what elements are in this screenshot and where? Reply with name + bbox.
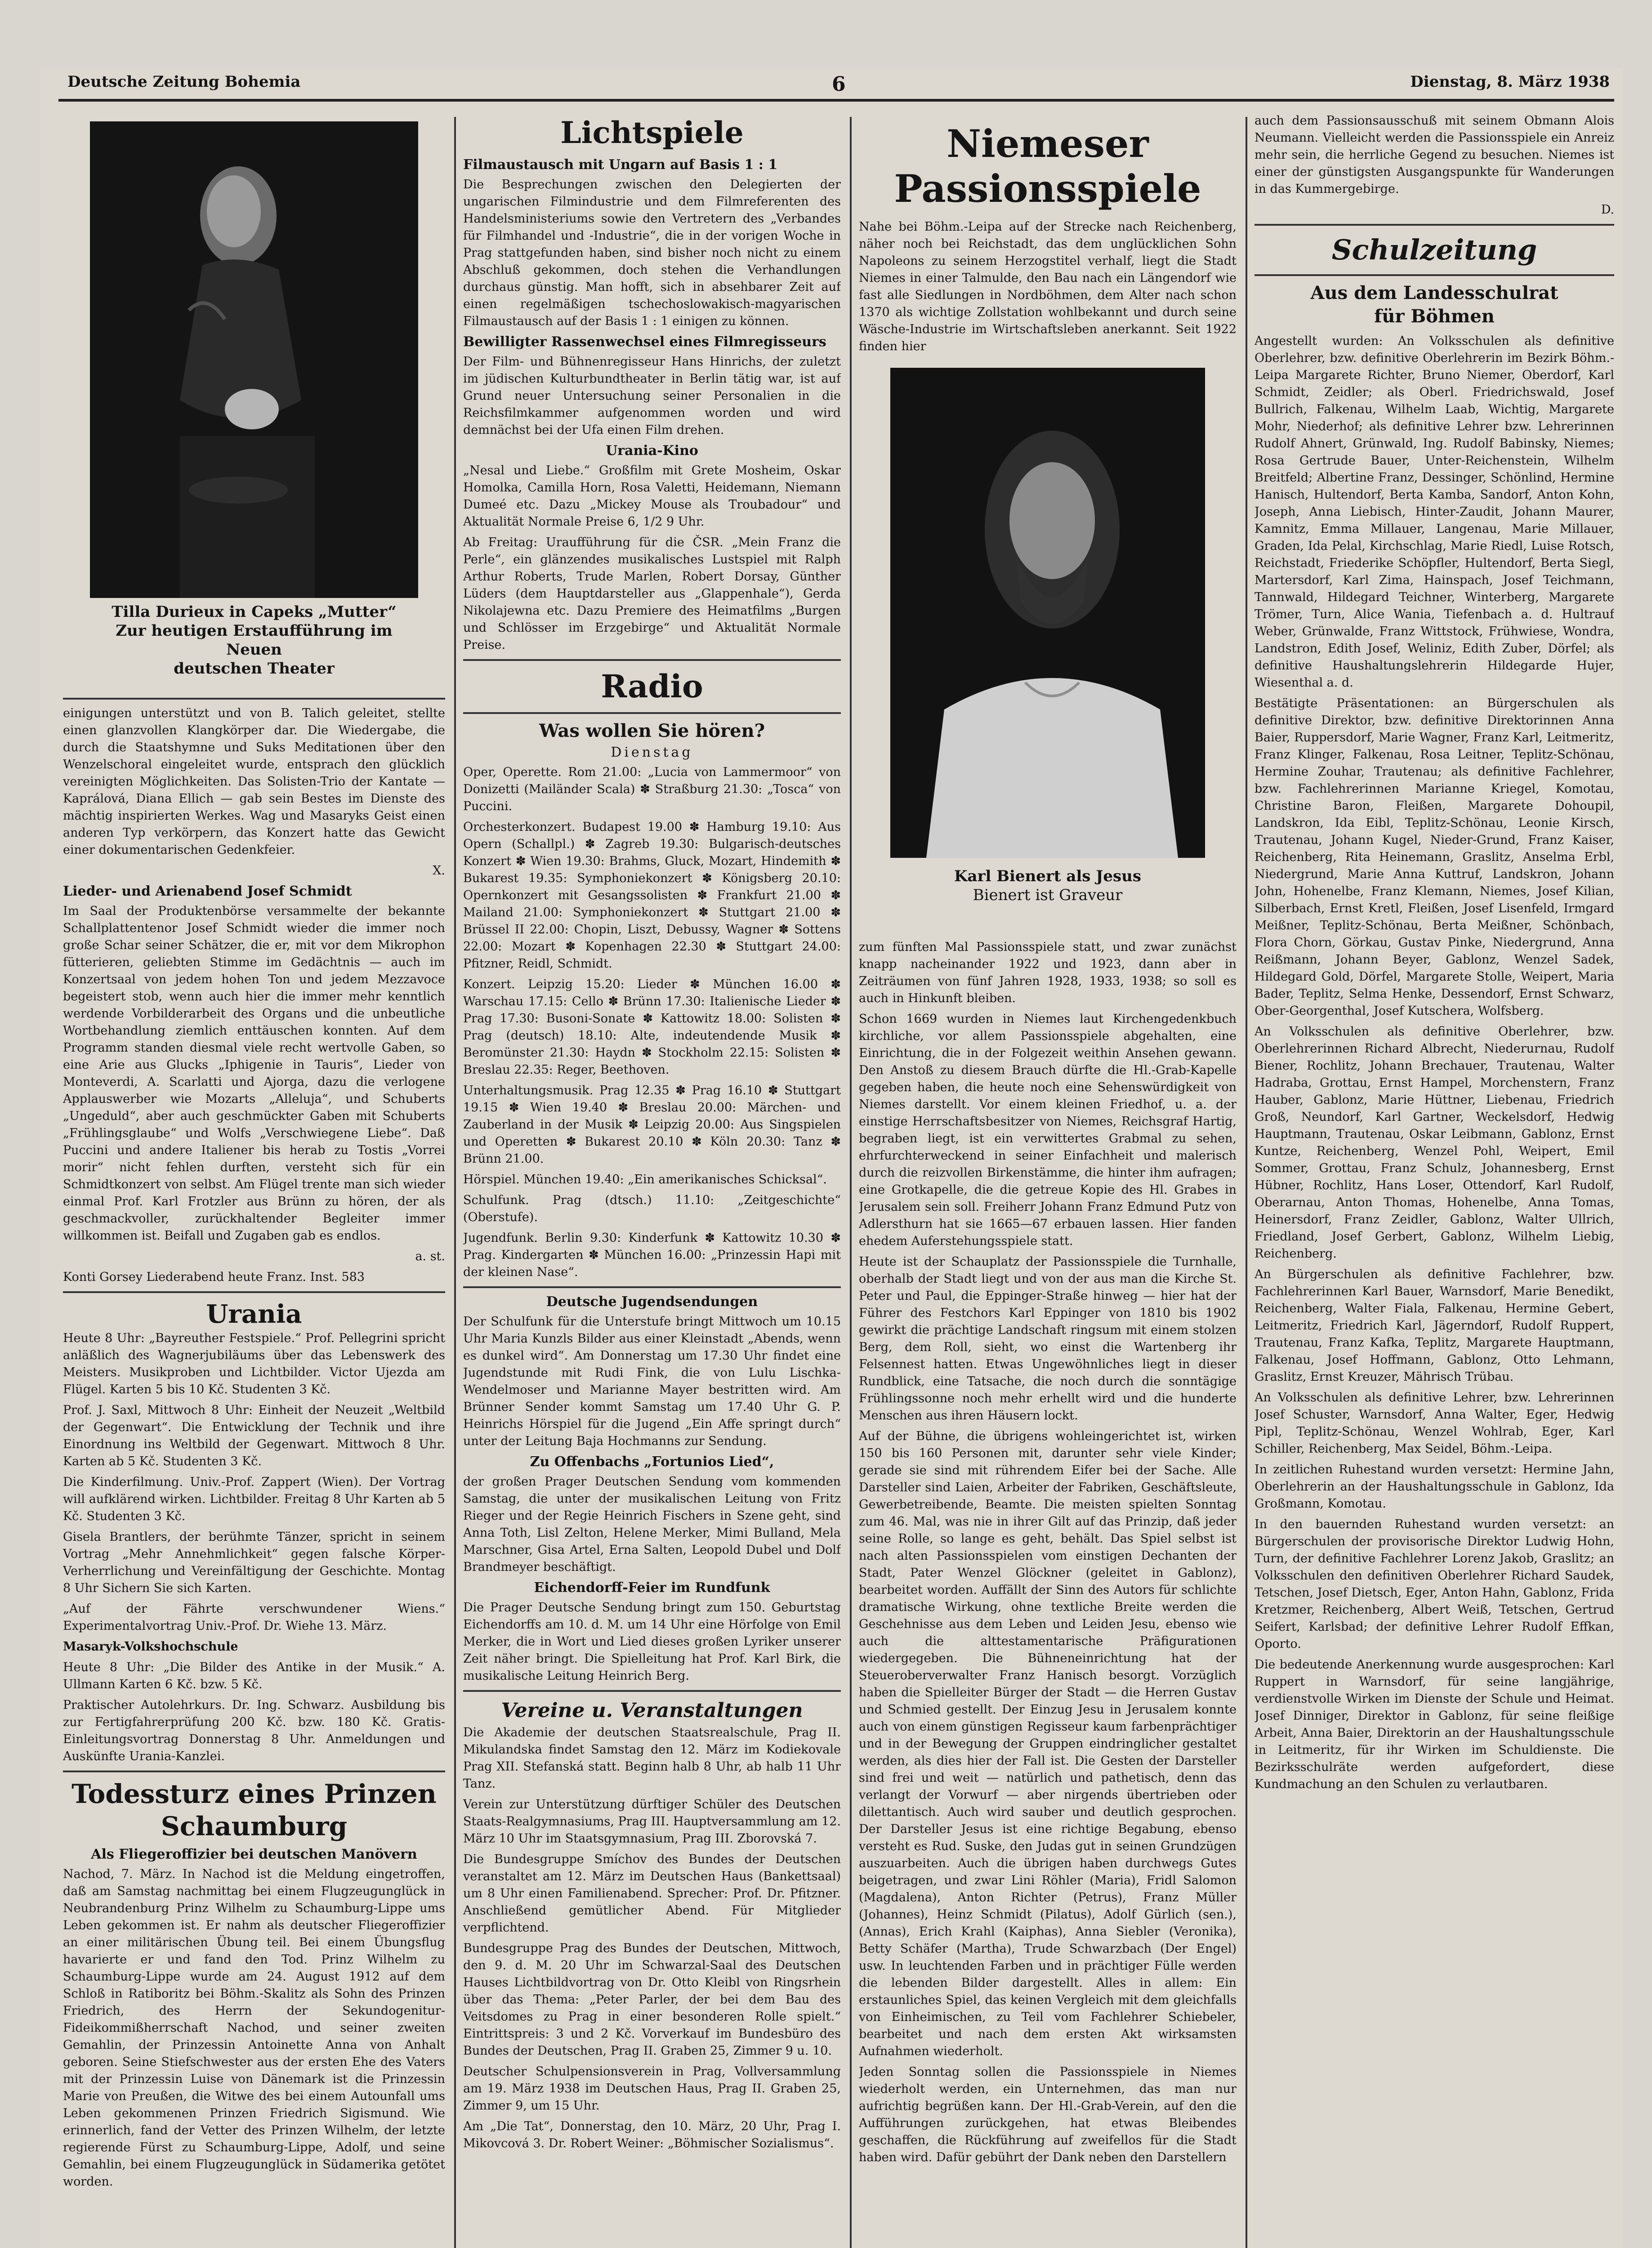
column-2 bbox=[463, 112, 841, 2248]
section-divider bbox=[63, 1771, 445, 1772]
radio-listing: Jugendfunk. Berlin 9.30: Kinderfunk ✽ Kattowitz 10.30 ✽ Prag. Kindergarten ✽ München 16.00: „Prinzessin Hapi mit der kleinen Nase“. bbox=[463, 1231, 841, 1279]
club-item: Bundesgruppe Prag des Bundes der Deutschen, Mittwoch, den 9. d. M. 20 Uhr im Schwarzal-Saal des Deutschen Hauses Lichtbildvortrag von Dr. Otto Kleibl von Ringsrhein über das Thema: „Peter Parler, der bei dem Bau des Veitsdomes zu Prag in einer besonderen Rolle spielt.“ Eintrittspreis: 3 und 2 Kč. Vorverkauf im Bundesbüro des Bundes der Deutschen, Prag II. Graben 25, Zimmer 9 u. 10. bbox=[463, 1941, 841, 2058]
urania-heading: Urania bbox=[206, 1299, 302, 1329]
section-divider bbox=[463, 712, 841, 714]
school-subtitle: Aus dem Landesschulrat bbox=[1310, 282, 1558, 303]
column-3 bbox=[859, 112, 1237, 2248]
author-sign: D. bbox=[1601, 203, 1614, 217]
headline: Niemeser bbox=[947, 121, 1149, 166]
school-notice: Bestätigte Präsentationen: an Bürgerschulen als definitive Direktor, bzw. definitive Direktorinnen Anna Baier, Ruppersdorf, Marie Wagner, Franz Karl, Leitmeritz, Franz Klinger, Falkenau, Rosa Leitner, Teplitz-Schönau, Hermine Zouhar, Trautenau; als definitive Fachlehrer, bzw. Fachlehrerinnen Marianne Kriegel, Komotau, Christine Baron, Fleißen, Margarete Dohoupil, Landskron, Ida Eibl, Teplitz-Schönau, Leonie Kirsch, Trautenau, Johann Kugel, Nieder-Grund, Franz Kaiser, Reichenberg, Rita Heinemann, Graslitz, Anselma Erbl, Niedergrund, Marie Anna Kuttruf, Landskron, Johann John, Hohenelbe, Franz Klemann, Niemes, Josef Kilian, Silberbach, Ernst Kretl, Fleißen, Josef Lisenfeld, Irmgard Meißner, Teplitz-Schönau, Berta Meißner, Schönbach, Flora Chorn, Görkau, Gustav Pinke, Niedergrund, Anna Reißmann, Johann Beyer, Gablonz, Wenzel Sadek, Hildegard Gold, Dörfel, Margarete Stolle, Weipert, Maria Bader, Teplitz, Selma Henke, Dessendorf, Ernst Schwarz, Ober-Georgenthal, Josef Kutschera, Wolfsberg. bbox=[1255, 696, 1614, 1018]
school-subtitle: für Böhmen bbox=[1374, 306, 1495, 327]
photo-block-bienert bbox=[859, 359, 1237, 939]
article-text: auch dem Passionsausschuß mit seinem Obmann Alois Neumann. Vielleicht werden die Passionsspiele ein Anreiz mehr sein, die herrliche Gegend zu besuchen. Niemes ist einer der günstigsten Ausgangspunkte für Wanderungen in das Kummergebirge. bbox=[1255, 114, 1614, 196]
section-divider bbox=[1255, 274, 1614, 276]
school-notice: An Bürgerschulen als definitive Fachlehrer, bzw. Fachlehrerinnen Karl Bauer, Warnsdorf, Marie Benedikt, Reichenberg, Walter Fiala, Falkenau, Hermine Gebert, Leitmeritz, Friedrich Karl, Jägerndorf, Rudolf Ruppert, Trautenau, Franz Kafka, Teplitz, Margarete Hauptmann, Falkenau, Josef Hoffmann, Gablonz, Otto Lehmann, Graslitz, Ernst Kreuzer, Mährisch Trübau. bbox=[1255, 1267, 1614, 1384]
article-text: einigungen unterstützt und von B. Talich geleitet, stellte einen glanzvollen Klangkörper dar. Die Wiedergabe, die durch die Staatshymne und Suks Meditationen über den Wenzelschoral eingeleitet wurde, entsprach den glücklich vereinigten Möglichkeiten. Das Solisten-Trio der Kantate — Kaprálová, Diana Ellich — gab sein Bestes im Dienste des mächtig inspirierten Werkes. Wag und Masaryks Geist einen anderen Typ verkörpern, das Konzert hatte das Gewicht einer dokumentarischen Gedenkfeier. bbox=[63, 706, 445, 857]
section-divider bbox=[1255, 224, 1614, 226]
radio-listing: Unterhaltungsmusik. Prag 12.35 ✽ Prag 16.10 ✽ Stuttgart 19.15 ✽ Wien 19.40 ✽ Breslau 20.00: Märchen- und Zauberland in der Musik ✽ Leipzig 20.00: Aus Singspielen und Operetten ✽ Bukarest 20.10 ✽ Köln 20.30: Tanz ✽ Brünn 21.00. bbox=[463, 1084, 841, 1166]
school-notice: Die bedeutende Anerkennung wurde ausgesprochen: Karl Ruppert in Warnsdorf, für seine langjährige, verdienstvolle Wirken im Dienste der Schule und Heimat. Josef Dinniger, Direktor in Gablonz, für seine fleißige Arbeit, Anna Baier, Direktorin an der Haushaltungsschule in Leitmeritz, für ihr Wirken im Schuldienste. Die Bezirksschulräte werden aufgefordert, diese Kundmachung an den Schulen zu verlautbaren. bbox=[1255, 1658, 1614, 1791]
photo-caption bbox=[890, 867, 1205, 905]
school-notice: In den bauernden Ruhestand wurden versetzt: an Bürgerschulen der provisorische Direktor Ludwig Hohn, Turn, der definitive Fachlehrer Lorenz Jakob, Graslitz; an Volksschulen den definitiven Oberlehrer Richard Saudek, Tetschen, Josef Dietsch, Eger, Anton Hahn, Gablonz, Frida Kretzmer, Reichenberg, Albert Weiß, Tetschen, Gertrud Seifert, Karlsbad; der definitive Lehrer Rudolf Effkan, Oporto. bbox=[1255, 1517, 1614, 1651]
club-item: Deutscher Schulpensionsverein in Prag, Vollversammlung am 19. März 1938 im Deutschen Haus, Prag II. Graben 25, Zimmer 9, um 15 Uhr. bbox=[463, 2065, 841, 2113]
article-text: Die Besprechungen zwischen den Delegierten der ungarischen Filmindustrie und dem Filmreferenten des Handelsministeriums sowie den Vertretern des „Verbandes für Filmhandel und -Industrie“, die in der vorigen Woche in Prag stattgefunden haben, sind bisher noch nicht zu einem Abschluß gekommen, doch stehen die Verhandlungen durchaus günstig. Man hofft, sich in absehbarer Zeit auf einen regelmäßigen tschechoslowakisch-magyarischen Filmaustausch auf der Basis 1 : 1 einigen zu können. bbox=[463, 178, 841, 328]
article-heading: Lieder- und Arienabend Josef Schmidt bbox=[63, 883, 352, 899]
caption-line: deutschen Theater bbox=[174, 660, 335, 678]
radio-listing: Oper, Operette. Rom 21.00: „Lucia von Lammermoor“ von Donizetti (Mailänder Scala) ✽ Straßburg 21.30: „Tosca“ von Puccini. bbox=[463, 765, 841, 813]
article-heading: Deutsche Jugendsendungen bbox=[546, 1294, 758, 1310]
film-section-title: Lichtspiele bbox=[560, 115, 744, 150]
club-item: Die Bundesgruppe Smíchov des Bundes der Deutschen veranstaltet am 12. März im Deutschen Haus (Bankettsaal) um 8 Uhr einen Familienabend. Sprecher: Prof. Dr. Pfitzner. Anschließend gemütlicher Abend. Für Mitglieder verpflichtend. bbox=[463, 1852, 841, 1935]
article-heading: Zu Offenbachs „Fortunios Lied“, bbox=[530, 1454, 774, 1470]
column-1 bbox=[63, 112, 445, 2248]
cinema-heading: Urania-Kino bbox=[606, 443, 698, 459]
section-divider bbox=[463, 1286, 841, 1288]
radio-listing: Orchesterkonzert. Budapest 19.00 ✽ Hamburg 19.10: Aus Opern (Schallpl.) ✽ Zagreb 19.30: Bulgarisch-deutsches Konzert ✽ Wien 19.30: Brahms, Gluck, Mozart, Hindemith ✽ Bukarest 19.35: Symphoniekonzert ✽ Königsberg 20.10: Opernkonzert mit Gesangssolisten ✽ Frankfurt 21.00 ✽ Mailand 21.00: Symphoniekonzert ✽ Stuttgart 21.00 ✽ Brüssel II 22.00: Chopin, Liszt, Debussy, Wagner ✽ Sottens 22.00: Mozart ✽ Kopenhagen 22.30 ✽ Stuttgart 24.00: Pfitzner, Reidl, Schmidt. bbox=[463, 820, 841, 971]
urania-item: Heute 8 Uhr: „Bayreuther Festspiele.“ Prof. Pellegrini spricht anläßlich des Wagnerjubiläums über das Lebenswerk des Meisters. Musikproben und Lichtbilder. Victor Ujezda am Flügel. Karten 5 bis 10 Kč. Studenten 3 Kč. bbox=[63, 1331, 445, 1396]
newspaper-page bbox=[40, 67, 1623, 2248]
author-sign: a. st. bbox=[415, 1249, 445, 1263]
page-header bbox=[40, 67, 1623, 103]
column-divider bbox=[1246, 117, 1247, 2248]
section-divider bbox=[463, 659, 841, 661]
photo-block-durieux bbox=[63, 112, 445, 692]
caption-line: Karl Bienert als Jesus bbox=[954, 867, 1141, 885]
column-4 bbox=[1255, 112, 1614, 2248]
caption-line: Zur heutigen Erstaufführung im Neuen bbox=[116, 622, 393, 659]
article-text: zum fünften Mal Passionsspiele statt, und zwar zunächst knapp nacheinander 1922 und 1923, dann aber in Zeiträumen von fünf Jahren 1928, 1933, 1938; so soll es auch in Hinkunft bleiben. bbox=[859, 940, 1237, 1005]
school-section-title: Schulzeitung bbox=[1331, 233, 1537, 266]
urania-item: Die Kinderfilmung. Univ.-Prof. Zappert (Wien). Der Vortrag will aufklärend wirken. Lichtbilder. Freitag 8 Uhr Karten ab 5 Kč. Studenten 3 Kč. bbox=[63, 1475, 445, 1523]
photo-tilla-durieux bbox=[90, 121, 418, 598]
page-number: 6 bbox=[832, 73, 846, 96]
caption-line: Bienert ist Graveur bbox=[973, 886, 1123, 904]
radio-listing: Konzert. Leipzig 15.20: Lieder ✽ München 16.00 ✽ Warschau 17.15: Cello ✽ Brünn 17.30: Italienische Lieder ✽ Prag 17.30: Busoni-Sonate ✽ Kattowitz 18.00: Solisten ✽ Prag (deutsch) 18.10: Alte, indeutendende Musik ✽ Beromünster 21.30: Haydn ✽ Stockholm 22.15: Solisten ✽ Breslau 22.35: Reger, Beethoven. bbox=[463, 977, 841, 1077]
radio-question: Was wollen Sie hören? bbox=[539, 720, 765, 741]
headline: Todessturz eines Prinzen bbox=[71, 1779, 437, 1809]
radio-listing: Schulfunk. Prag (dtsch.) 11.10: „Zeitgeschichte“ (Oberstufe). bbox=[463, 1193, 841, 1224]
clubs-section-title: Vereine u. Veranstaltungen bbox=[501, 1699, 803, 1722]
article-text: Der Film- und Bühnenregisseur Hans Hinrichs, der zuletzt im jüdischen Kulturbundtheater in Berlin tätig war, ist auf Grund neuer Untersuchung seiner Personalien in die Reichsfilmkammer aufgenommen worden und wird demnächst bei der Ufa einen Film drehen. bbox=[463, 355, 841, 437]
school-notice: In zeitlichen Ruhestand wurden versetzt: Hermine Jahn, Oberlehrerin an der Haushaltungsschule in Gablonz, Ida Großmann, Komotau. bbox=[1255, 1463, 1614, 1511]
cinema-text: Ab Freitag: Uraufführung für die ČSR. „Mein Franz die Perle“, ein glänzendes musikalisches Lustspiel mit Ralph Arthur Roberts, Trude Marlen, Robert Dorsay, Günther Lüders (dem Hauptdarsteller aus „Glappenhale“), Gerda Nikolajewna etc. Dazu Premiere des Heimatfilms „Burgen und Schlösser im Erzgebirge“ und Aktualität Normale Preise. bbox=[463, 535, 841, 652]
radio-section-title: Radio bbox=[601, 668, 703, 705]
section-divider bbox=[63, 698, 445, 700]
photo-caption bbox=[90, 602, 418, 678]
header-rule bbox=[58, 99, 1614, 102]
club-item: Am „Die Tat“, Donnerstag, den 10. März, 20 Uhr, Prag I. Mikovcová 3. Dr. Robert Weiner: „Böhmischer Sozialismus“. bbox=[463, 2119, 841, 2150]
article-text: Auf der Bühne, die übrigens wohleingerichtet ist, wirken 150 bis 160 Personen mit, darunter sehr viele Kinder; gerade sie sind mit rührendem Eifer bei der Sache. Alle Darsteller sind Laien, Arbeiter der Fabriken, Geschäftsleute, Gewerbetreibende, Beamte. Die meisten spielten Sonntag zum 46. Mal, was nie in ihrer Gilt auf das Prinzip, daß jeder seine Rolle, so lange es geht, behält. Das Spiel selbst ist nach alten Passionsspielen vom einstigen Dechanten der Stadt, Pater Wenzel Glöckner (geleitet in Gablonz), bearbeitet worden. Auffällt der Sinn des Autors für schlichte dramatische Wirkung, ohne textliche Breite werden die Geschehnisse aus dem Leben und Leiden Jesu, ebenso wie auch die alttestamentarische Präfigurationen wiedergegeben. Die Bühneneinrichtung hat der Steueroberverwalter Franz Hanisch besorgt. Vorzüglich haben die Spielleiter Bürger der Stadt — die Herren Gustav und Schmied gestellt. Der Einzug Jesu in Jerusalem konnte auch von einem günstigen Regisseur kaum farbenprächtiger und in der Bewegung der Gruppen eindringlicher gestaltet werden, als dies hier der Fall ist. Die Gesten der Darsteller sind frei und weit — natürlich und pathetisch, denn das verlangt der Vorwurf — aber nirgends übertrieben oder dilettantisch. Auch wird sauber und deutlich gesprochen. Der Darsteller Jesus ist eine richtige Begabung, ebenso versteht es Rud. Suske, den Judas gut in seinen Grundzügen auszuarbeiten. Auch die übrigen haben durchwegs Gutes beigetragen, und zwar Lini Röhler (Maria), Fridl Salomon (Magdalena), Anton Richter (Petrus), Franz Müller (Johannes), Heinz Schmidt (Pilatus), Adolf Gürlich (sen.), (Annas), Erich Krahl (Kaiphas), Anna Siebler (Veronika), Betty Schäfer (Martha), Trude Schwarzbach (Der Engel) usw. In leuchtenden Farben und in prächtiger Fülle werden die lebenden Bilder dargestellt. Alles in allem: Ein erstaunliches Spiel, das keinen Vergleich mit dem gleichfalls von Einheimischen, zu Teil vom Fachlehrer Schiebeler, bearbeitet und nach dem ersten Akt wirksamsten Aufnahmen wiederholt. bbox=[859, 1429, 1237, 2058]
article-text: Schon 1669 wurden in Niemes laut Kirchengedenkbuch kirchliche, vor allem Passionsspiele abgehalten, eine Einrichtung, die in der Folgezeit weithin Ansehen gewann. Den Anstoß zu diesem Brauch dürfte die Hl.-Grab-Kapelle gegeben haben, die heute noch eine Sehenswürdigkeit von Niemes darstellt. Vor einem kleinen Friedhof, u. a. der einstige Herrschaftsbesitzer von Niemes, Reichsgraf Hartig, begraben liegt, ist ein verwittertes Grabmal zu sehen, ehrfurchterweckend in seiner Einfachheit und malerisch durch die reizvollen Birkenstämme, die hinter ihm aufragen; eine Grotkapelle, die die getreue Kopie des Hl. Grabes in Jerusalem sein soll. Freiherr Johann Franz Edmund Putz von Adlersthurn hat sie 1665—67 erbauen lassen. Hier fanden ehedem Auferstehungsspiele statt. bbox=[859, 1012, 1237, 1248]
urania-subheading: Masaryk-Volkshochschule bbox=[63, 1640, 238, 1654]
article-text: Nahe bei Böhm.-Leipa auf der Strecke nach Reichenberg, näher noch bei Reichstadt, das dem unglücklichen Sohn Napoleons zu seinem Herzogstitel verhalf, liegt die Stadt Niemes in einer Talmulde, den Bau nach ein Längendorf wie fast alle Siedlungen in Nordböhmen, dem Alter nach schon 1370 als wichtige Zollstation wohlbekannt und durch seine Wäsche-Industrie im Wirtschaftsleben anerkannt. Seit 1922 finden hier bbox=[859, 220, 1237, 353]
notice-text: Konti Gorsey Liederabend heute Franz. Inst. 583 bbox=[63, 1270, 365, 1284]
author-sign: X. bbox=[433, 864, 445, 878]
column-divider bbox=[454, 117, 456, 2248]
article-text: Jeden Sonntag sollen die Passionsspiele in Niemes wiederholt werden, ein Unternehmen, das man nur aufrichtig begrüßen kann. Der Hl.-Grab-Verein, auf den die Aufführungen zurückgehen, hat etwas Bleibendes geschaffen, die Rückführung auf zweifellos für die Stadt haben wird. Dafür gebührt der Dank neben den Darstellern bbox=[859, 2065, 1237, 2164]
article-text: Nachod, 7. März. In Nachod ist die Meldung eingetroffen, daß am Samstag nachmittag bei einem Flugzeugunglück in Neubrandenburg Prinz Wilhelm zu Schaumburg-Lippe ums Leben gekommen ist. Er nahm als deutscher Fliegeroffizier an einer militärischen Übung teil. Bei einem Übungsflug havarierte er und fand den Tod. Prinz Wilhelm zu Schaumburg-Lippe wurde am 24. August 1912 auf dem Schloß in Ratiboritz bei Böhm.-Skalitz als Sohn des Prinzen Friedrich, des Herrn der Sekundogenitur-Fideikommißherrschaft Nachod, und seiner zweiten Gemahlin, der Prinzessin Antoinette Anna von Anhalt geboren. Seine Stiefschwester aus der ersten Ehe des Vaters mit der Prinzessin Luise von Dänemark ist die Prinzessin Marie von Preußen, die Witwe des bei einem Autounfall ums Leben gekommenen Prinzen Friedrich Sigismund. Wie erinnerlich, fand der Vetter des Prinzen Wilhelm, der letzte regierende Fürst zu Schaumburg-Lippe, Adolf, und seine Gemahlin, bei einem Flugzeugunglück in Südamerika getötet worden. bbox=[63, 1867, 445, 2189]
urania-item: Prof. J. Saxl, Mittwoch 8 Uhr: Einheit der Neuzeit „Weltbild der Gegenwart“. Die Entwicklung der Technik und ihre Einordnung ins Weltbild der Gegenwart. Mittwoch 8 Uhr. Karten ab 5 Kč. Studenten 3 Kč. bbox=[63, 1403, 445, 1468]
school-notice: Angestellt wurden: An Volksschulen als definitive Oberlehrer, bzw. definitive Oberlehrerin im Bezirk Böhm.-Leipa Margarete Richter, Bruno Niemer, Oberdorf, Karl Schmidt, Zeidler; als Oberl. Friedrichswald, Josef Bullrich, Falkenau, Wilhelm Laab, Wichtig, Margarete Mohr, Niederhof; als definitive Lehrer bzw. Lehrerinnen Rudolf Ahnert, Grünwald, Ing. Rudolf Babinsky, Niemes; Rosa Gertrude Bauer, Unter-Reichenstein, Wilhelm Breitfeld; Albertine Franz, Dessinger, Schönlind, Hermine Hanisch, Hultendorf, Berta Kamba, Sandorf, Anton Kohn, Joseph, Anna Liebisch, Hinter-Zaudit, Johann Maurer, Kamnitz, Emma Millauer, Langenau, Marie Millauer, Graden, Ida Pelal, Kirchschlag, Marie Riedl, Luise Rotsch, Reichstadt, Friederike Schöpfler, Hultendorf, Berta Siegl, Martersdorf, Karl Zima, Hainspach, Josef Teichmann, Tannwald, Hildegard Teichner, Winterberg, Margarete Trömer, Turn, Alice Wania, Tiefenbach a. d. Hultrauf Weber, Grünwalde, Franz Wittstock, Frühwiese, Wondra, Landstron, Edith Josef, Weliniz, Edith Zuber, Dörfel; als definitive Haushaltungslehrerin Hildegarde Hujer, Wiesenthal a. d. bbox=[1255, 334, 1614, 690]
club-item: Verein zur Unterstützung dürftiger Schüler des Deutschen Staats-Realgymnasiums, Prag III. Hauptversammlung am 12. März 10 Uhr im Staatsgymnasium, Prag III. Zborovská 7. bbox=[463, 1798, 841, 1846]
article-text: Die Prager Deutsche Sendung bringt zum 150. Geburtstag Eichendorffs am 10. d. M. um 14 Uhr eine Hörfolge von Emil Merker, die in Wort und Lied dieses großen Lyriker unserer Zeit näher bringt. Die Spielleitung hat Prof. Karl Birk, die musikalische Leitung Heinrich Berg. bbox=[463, 1601, 841, 1683]
article-heading: Bewilligter Rassenwechsel eines Filmregisseurs bbox=[463, 334, 826, 350]
newspaper-name: Deutsche Zeitung Bohemia bbox=[67, 73, 301, 91]
urania-item: Heute 8 Uhr: „Die Bilder des Antike in der Musik.“ A. Ullmann Karten 6 Kč. bzw. 5 Kč. bbox=[63, 1660, 445, 1691]
article-text: der großen Prager Deutschen Sendung vom kommenden Samstag, die unter der musikalischen Leitung von Fritz Rieger und der Regie Heinrich Fischers in Szene geht, sind Anna Toth, Lisl Zelton, Helene Merker, Mimi Bulland, Mela Marschner, Gisa Artel, Erna Salten, Leopold Dubel und Dolf Brandmeyer beschäftigt. bbox=[463, 1475, 841, 1574]
caption-line: Tilla Durieux in Capeks „Mutter“ bbox=[112, 603, 397, 621]
article-text: Heute ist der Schauplatz der Passionsspiele die Turnhalle, oberhalb der Stadt liegt und von der aus man die Kirche St. Peter und Paul, die Eppinger-Straße hinweg — hier hat der Führer des Festchors Karl Eppinger von 1810 bis 1902 gewirkt die prächtige Landschaft ringsum mit einem stolzen Berg, dem Roll, sieht, wo einst die Wartenberg ihr Felsennest hatten. Etwas Ungewöhnliches liegt in dieser Rundblick, eine Tatsache, die noch durch die sonntägige Frühlingssonne noch mehr erhellt wird und die hunderte Menschen aus ihren Häusern lockt. bbox=[859, 1255, 1237, 1423]
radio-day: Dienstag bbox=[611, 745, 693, 760]
urania-item: Gisela Brantlers, der berühmte Tänzer, spricht in seinem Vortrag „Mehr Annehmlichkeit“ gegen falsche Körper-Verherrlichung und Vereinfältigung der Geschichte. Montag 8 Uhr Sichern Sie sich Karten. bbox=[63, 1530, 445, 1595]
photo-karl-bienert bbox=[890, 368, 1205, 858]
article-heading: Eichendorff-Feier im Rundfunk bbox=[534, 1580, 770, 1596]
issue-date: Dienstag, 8. März 1938 bbox=[1410, 73, 1610, 91]
urania-item: Praktischer Autolehrkurs. Dr. Ing. Schwarz. Ausbildung bis zur Fertigfahrerprüfung 200 Kč. bzw. 180 Kč. Gratis-Einleitungsvortrag Donnerstag 8 Uhr. Anmeldungen und Auskünfte Urania-Kanzlei. bbox=[63, 1698, 445, 1763]
headline: Schaumburg bbox=[161, 1811, 348, 1842]
cinema-text: „Nesal und Liebe.“ Großfilm mit Grete Mosheim, Oskar Homolka, Camilla Horn, Rosa Valetti, Heidemann, Niemann Dumeé etc. Dazu „Mickey Mouse als Troubadour“ und Aktualität Normale Preise 6, 1/2 9 Uhr. bbox=[463, 464, 841, 529]
section-divider bbox=[463, 1690, 841, 1692]
article-heading: Filmaustausch mit Ungarn auf Basis 1 : 1 bbox=[463, 157, 778, 173]
section-divider bbox=[63, 1291, 445, 1293]
club-item: Die Akademie der deutschen Staatsrealschule, Prag II. Mikulandska findet Samstag den 12. März im Kodiekovale Prag XII. Stefanská statt. Beginn halb 8 Uhr, ab halb 11 Uhr Tanz. bbox=[463, 1726, 841, 1791]
column-divider bbox=[850, 117, 852, 2248]
school-notice: An Volksschulen als definitive Oberlehrer, bzw. Oberlehrerinnen Richard Albrecht, Niederurnau, Rudolf Biener, Rochlitz, Johann Brechauer, Trautenau, Walter Hadraba, Grottau, Ernst Hampel, Morchenstern, Franz Hauber, Gablonz, Marie Hüttner, Liebenau, Friedrich Groß, Neundorf, Karl Gartner, Weckelsdorf, Hedwig Hauptmann, Trautenau, Oskar Leibmann, Gablonz, Ernst Kuntze, Reichenberg, Wenzel Pohl, Weipert, Emil Sommer, Grottau, Franz Schulz, Johannesberg, Ernst Hübner, Rochlitz, Hans Loser, Ottendorf, Karl Rudolf, Oberarnau, Anton Thomas, Hohenelbe, Anna Tomas, Heinersdorf, Franz Zeidler, Gablonz, Walter Ullrich, Friedland, Josef Gerbert, Gablonz, Wilhelm Liebig, Reichenberg. bbox=[1255, 1025, 1614, 1261]
article-text: Im Saal der Produktenbörse versammelte der bekannte Schallplattentenor Josef Schmidt wieder die immer noch große Schar seiner Schätzer, die er, mit vor dem Mikrophon fütterieren, geliebten Stimme im Gedächtnis — auch im Konzertsaal von jedem hohen Ton und jedem Mezzavoce begeistert stob, wenn auch hier die immer mehr kenntlich werdende Vorbilderarbeit des Organs und die unbeutliche Wortbehandlung ziemlich enttäuschen konnten. Auf dem Programm standen diesmal viele recht wertvolle Gaben, so eine Arie aus Glucks „Iphigenie in Tauris“, Lieder von Monteverdi, A. Scarlatti und Ajorga, dazu die verlogene Applauswerber wie Mozarts „Alleluja“, und Schuberts „Ungeduld“, aber auch geschmückter Gaben mit Schuberts „Frühlingsglaube“ und Wolfs „Verschwiegene Liebe“. Daß Puccini und andere Italiener bis herab zu Tostis „Vorrei morir“ nicht fehlen durften, versteht sich für ein Schmidtkonzert von selbst. Am Flügel trente man sich wieder einmal Prof. Karl Frotzler aus Brünn zu hören, der als geschmackvoller, zurückhaltender Begleiter immer willkommen ist. Beifall und Zugaben gab es endlos. bbox=[63, 904, 445, 1243]
headline: Passionsspiele bbox=[894, 166, 1201, 211]
school-notice: An Volksschulen als definitive Lehrer, bzw. Lehrerinnen Josef Schuster, Warnsdorf, Anna Walter, Eger, Hedwig Pipl, Teplitz-Schönau, Wenzel Wohlrab, Eger, Karl Schiller, Reichenberg, Max Seidel, Böhm.-Leipa. bbox=[1255, 1391, 1614, 1456]
article-text: Der Schulfunk für die Unterstufe bringt Mittwoch um 10.15 Uhr Maria Kunzls Bilder aus einer Kleinstadt „Abends, wenn es dunkel wird“. Am Donnerstag um 17.30 Uhr findet eine Jugendstunde mit Rudi Fink, die von Lulu Lischka-Wendelmoser und Marianne Mayer bestritten wird. Am Brünner Sender kommt Samstag um 17.40 Uhr G. P. Heinrichs Hörspiel für die Jugend „Ein Affe springt durch“ unter der Leitung Baja Hochmanns zur Sendung. bbox=[463, 1315, 841, 1448]
urania-item: „Auf der Fährte verschwundener Wiens.“ Experimentalvortrag Univ.-Prof. Dr. Wiehe 13. März. bbox=[63, 1602, 445, 1633]
subheadline: Als Fliegeroffizier bei deutschen Manövern bbox=[91, 1847, 417, 1862]
radio-listing: Hörspiel. München 19.40: „Ein amerikanisches Schicksal“. bbox=[463, 1173, 827, 1186]
